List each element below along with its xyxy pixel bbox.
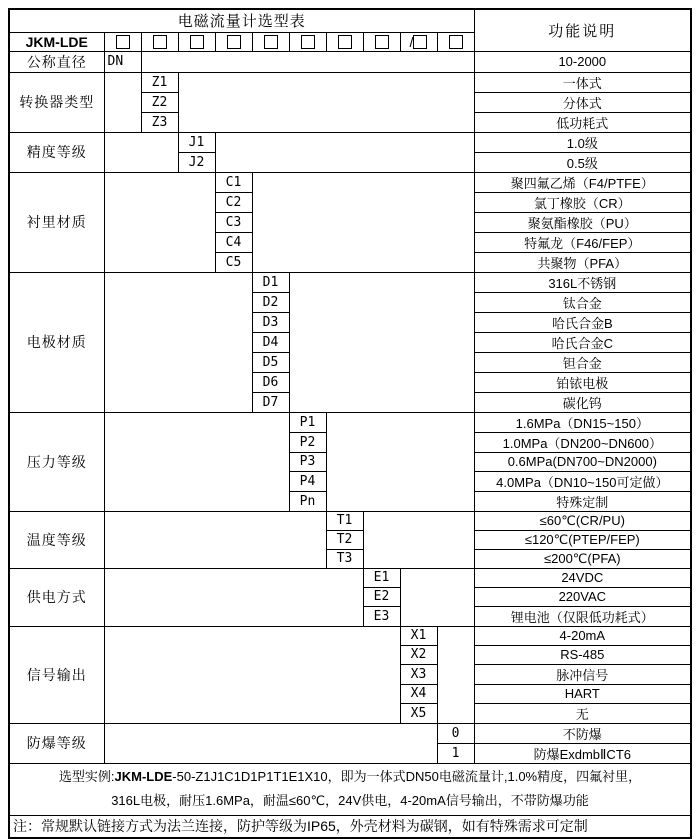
example-model-code: JKM-LDE	[114, 769, 173, 784]
label-electrode-material: 电极材质	[9, 272, 104, 412]
label-accuracy-class: 精度等级	[9, 132, 104, 172]
option-desc: 220VAC	[474, 587, 691, 606]
option-code: X1	[400, 626, 437, 645]
option-desc: 碳化钨	[474, 392, 691, 412]
option-desc: 共聚物（PFA）	[474, 252, 691, 272]
option-desc: 聚四氟乙烯（F4/PTFE）	[474, 172, 691, 192]
function-description-header: 功能说明	[474, 9, 691, 51]
option-code: T2	[326, 530, 363, 549]
option-code: C1	[215, 172, 252, 192]
checkbox-icon[interactable]	[227, 35, 241, 49]
code-checkbox-cell	[215, 32, 252, 51]
option-desc: 1.0MPa（DN200~DN600）	[474, 432, 691, 452]
checkbox-icon[interactable]	[116, 35, 130, 49]
code-checkbox-cell	[363, 32, 400, 51]
option-desc: RS-485	[474, 645, 691, 664]
empty-cell	[104, 412, 289, 511]
option-desc: 聚氨酯橡胶（PU）	[474, 212, 691, 232]
option-desc: 316L不锈钢	[474, 272, 691, 292]
option-code: E1	[363, 568, 400, 587]
example-prefix: 选型实例:	[58, 769, 115, 784]
option-code: Z3	[141, 112, 178, 132]
option-desc: 低功耗式	[474, 112, 691, 132]
option-desc: 0.6MPa(DN700~DN2000)	[474, 452, 691, 471]
option-desc: 10-2000	[474, 51, 691, 72]
option-code: T1	[326, 511, 363, 530]
option-code: P3	[289, 452, 326, 471]
empty-cell	[104, 511, 326, 568]
option-code: D1	[252, 272, 289, 292]
option-desc: 1.0级	[474, 132, 691, 152]
option-code: D5	[252, 352, 289, 372]
checkbox-icon[interactable]	[413, 35, 427, 49]
empty-cell	[104, 723, 437, 763]
option-desc: 不防爆	[474, 723, 691, 743]
selection-sheet	[8, 8, 692, 839]
checkbox-icon[interactable]	[153, 35, 167, 49]
empty-cell	[252, 172, 474, 272]
selection-table	[8, 8, 692, 839]
table-title: 电磁流量计选型表	[9, 9, 474, 32]
option-desc: 铂铱电极	[474, 372, 691, 392]
label-lining-material: 衬里材质	[9, 172, 104, 272]
option-code: D3	[252, 312, 289, 332]
option-desc: 氯丁橡胶（CR）	[474, 192, 691, 212]
label-explosion-proof: 防爆等级	[9, 723, 104, 763]
option-desc: ≤200℃(PFA)	[474, 549, 691, 568]
option-code: 0	[437, 723, 474, 743]
option-code: J2	[178, 152, 215, 172]
option-desc: 一体式	[474, 72, 691, 92]
option-code: C4	[215, 232, 252, 252]
label-power-supply: 供电方式	[9, 568, 104, 626]
code-checkbox-cell	[326, 32, 363, 51]
option-desc: 哈氏合金C	[474, 332, 691, 352]
option-code: C3	[215, 212, 252, 232]
empty-cell	[437, 626, 474, 723]
label-signal-output: 信号输出	[9, 626, 104, 723]
option-code: P1	[289, 412, 326, 432]
option-code: D6	[252, 372, 289, 392]
empty-cell	[104, 626, 400, 723]
option-desc: 特氟龙（F46/FEP）	[474, 232, 691, 252]
empty-cell	[215, 132, 474, 172]
option-desc: 防爆ExdmbⅡCT6	[474, 743, 691, 763]
option-code: DN	[104, 51, 141, 72]
option-code: D2	[252, 292, 289, 312]
option-desc: HART	[474, 684, 691, 703]
empty-cell	[104, 132, 178, 172]
label-temperature-rating: 温度等级	[9, 511, 104, 568]
option-code: D4	[252, 332, 289, 352]
option-code: E3	[363, 606, 400, 626]
checkbox-icon[interactable]	[449, 35, 463, 49]
option-desc: 分体式	[474, 92, 691, 112]
option-code: 1	[437, 743, 474, 763]
empty-cell	[104, 72, 141, 132]
option-desc: 24VDC	[474, 568, 691, 587]
option-code: Pn	[289, 491, 326, 511]
option-desc: 4.0MPa（DN10~150可定做）	[474, 471, 691, 491]
option-desc: 4-20mA	[474, 626, 691, 645]
code-checkbox-cell	[141, 32, 178, 51]
option-code: T3	[326, 549, 363, 568]
label-nominal-diameter: 公称直径	[9, 51, 104, 72]
code-checkbox-cell	[437, 32, 474, 51]
option-code: Z1	[141, 72, 178, 92]
empty-cell	[104, 568, 363, 626]
option-desc: ≤120℃(PTEP/FEP)	[474, 530, 691, 549]
note-text: 注：常规默认链接方式为法兰连接，防护等级为IP65，外壳材料为碳钢，如有特殊需求可定制	[9, 815, 691, 838]
label-converter-type: 转换器类型	[9, 72, 104, 132]
empty-cell	[104, 172, 215, 272]
empty-cell	[178, 72, 474, 132]
option-code: J1	[178, 132, 215, 152]
checkbox-icon[interactable]	[375, 35, 389, 49]
example-text-line1: -50-Z1J1C1D1P1T1E1X10，即为一体式DN50电磁流量计,1.0%精度，四氟衬里，	[172, 769, 642, 784]
option-desc: 脉冲信号	[474, 664, 691, 684]
empty-cell	[326, 412, 474, 511]
option-desc: 钽合金	[474, 352, 691, 372]
code-checkbox-cell	[178, 32, 215, 51]
option-code: X2	[400, 645, 437, 664]
option-desc: 钛合金	[474, 292, 691, 312]
option-code: Z2	[141, 92, 178, 112]
checkbox-icon[interactable]	[338, 35, 352, 49]
option-code: E2	[363, 587, 400, 606]
code-checkbox-cell: /	[400, 32, 437, 51]
option-code: X3	[400, 664, 437, 684]
empty-cell	[289, 272, 474, 412]
option-desc: 特殊定制	[474, 491, 691, 511]
option-desc: 锂电池（仅限低功耗式）	[474, 606, 691, 626]
option-desc: 0.5级	[474, 152, 691, 172]
empty-cell	[104, 272, 252, 412]
option-code: X5	[400, 703, 437, 723]
option-code: C5	[215, 252, 252, 272]
option-desc: 哈氏合金B	[474, 312, 691, 332]
option-code: D7	[252, 392, 289, 412]
empty-cell	[141, 51, 474, 72]
option-code: C2	[215, 192, 252, 212]
checkbox-icon[interactable]	[264, 35, 278, 49]
empty-cell	[400, 568, 474, 626]
example-text-line2: 316L电极，耐压1.6MPa，耐温≤60℃，24V供电，4-20mA信号输出，不带防爆功能	[111, 793, 589, 808]
code-checkbox-cell	[104, 32, 141, 51]
option-code: P4	[289, 471, 326, 491]
option-desc: ≤60℃(CR/PU)	[474, 511, 691, 530]
option-code: P2	[289, 432, 326, 452]
model-code: JKM-LDE	[9, 32, 104, 51]
code-checkbox-cell	[252, 32, 289, 51]
code-checkbox-cell	[289, 32, 326, 51]
empty-cell	[363, 511, 474, 568]
label-pressure-rating: 压力等级	[9, 412, 104, 511]
checkbox-icon[interactable]	[190, 35, 204, 49]
option-desc: 1.6MPa（DN15~150）	[474, 412, 691, 432]
option-desc: 无	[474, 703, 691, 723]
option-code: X4	[400, 684, 437, 703]
checkbox-icon[interactable]	[301, 35, 315, 49]
selection-example	[9, 763, 691, 815]
